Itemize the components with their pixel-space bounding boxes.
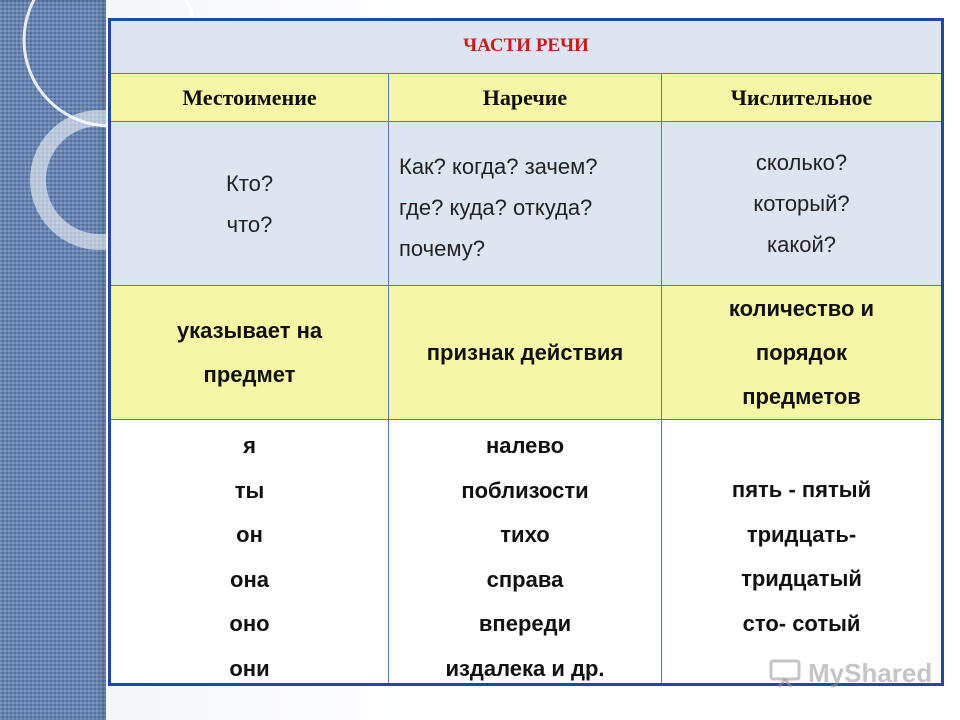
example-item: они xyxy=(229,655,270,681)
question-item: почему? xyxy=(399,236,485,261)
question-item: сколько? xyxy=(755,150,848,175)
table-title: ЧАСТИ РЕЧИ xyxy=(463,35,589,56)
pronoun-meaning xyxy=(111,286,389,420)
example-item: я xyxy=(243,433,256,458)
watermark xyxy=(768,655,932,691)
meaning-line: порядок xyxy=(755,339,848,365)
example-item: ты xyxy=(234,477,265,503)
question-item: что? xyxy=(226,211,273,237)
meaning-line: указывает на xyxy=(176,317,323,343)
meaning-row xyxy=(111,286,941,420)
example-item: тридцатый xyxy=(741,566,862,591)
adverb-questions xyxy=(389,122,662,286)
example-item: он xyxy=(236,522,263,547)
example-item: издалека и др. xyxy=(445,655,605,681)
questions-row xyxy=(111,122,941,286)
numeral-meaning xyxy=(662,286,941,420)
pronoun-questions xyxy=(111,122,389,286)
header-numeral: Числительное xyxy=(662,74,941,122)
parts-of-speech-table xyxy=(108,18,944,686)
header-pronoun: Местоимение xyxy=(111,74,389,122)
presentation-board-icon xyxy=(768,658,802,688)
meaning-line: предмет xyxy=(203,361,296,387)
example-item: она xyxy=(230,566,269,592)
question-item: где? куда? откуда? xyxy=(399,195,593,220)
header-row xyxy=(111,74,941,122)
watermark-text: MyShared xyxy=(808,657,933,688)
examples-row xyxy=(111,420,941,683)
example-item: тридцать- xyxy=(746,521,857,547)
meaning-line: признак действия xyxy=(426,339,624,365)
example-item: сто- сотый xyxy=(742,610,861,636)
example-item: поблизости xyxy=(461,477,589,503)
example-item: справа xyxy=(486,566,564,592)
example-item: пять - пятый xyxy=(731,477,872,502)
example-item: впереди xyxy=(478,611,572,636)
example-item: налево xyxy=(485,433,565,458)
question-item: который? xyxy=(753,191,850,216)
meaning-line: предметов xyxy=(742,383,861,409)
numeral-examples xyxy=(662,420,941,683)
table-title-row xyxy=(111,21,941,74)
question-item: Как? когда? зачем? xyxy=(399,154,598,179)
pronoun-examples xyxy=(111,420,389,683)
example-item: оно xyxy=(229,611,270,636)
adverb-examples xyxy=(389,420,662,683)
meaning-line: количество и xyxy=(728,295,875,321)
example-item: тихо xyxy=(500,522,550,547)
header-adverb: Наречие xyxy=(389,74,662,122)
question-item: какой? xyxy=(767,232,836,257)
numeral-questions xyxy=(662,122,941,286)
adverb-meaning xyxy=(389,286,662,420)
question-item: Кто? xyxy=(225,170,274,196)
